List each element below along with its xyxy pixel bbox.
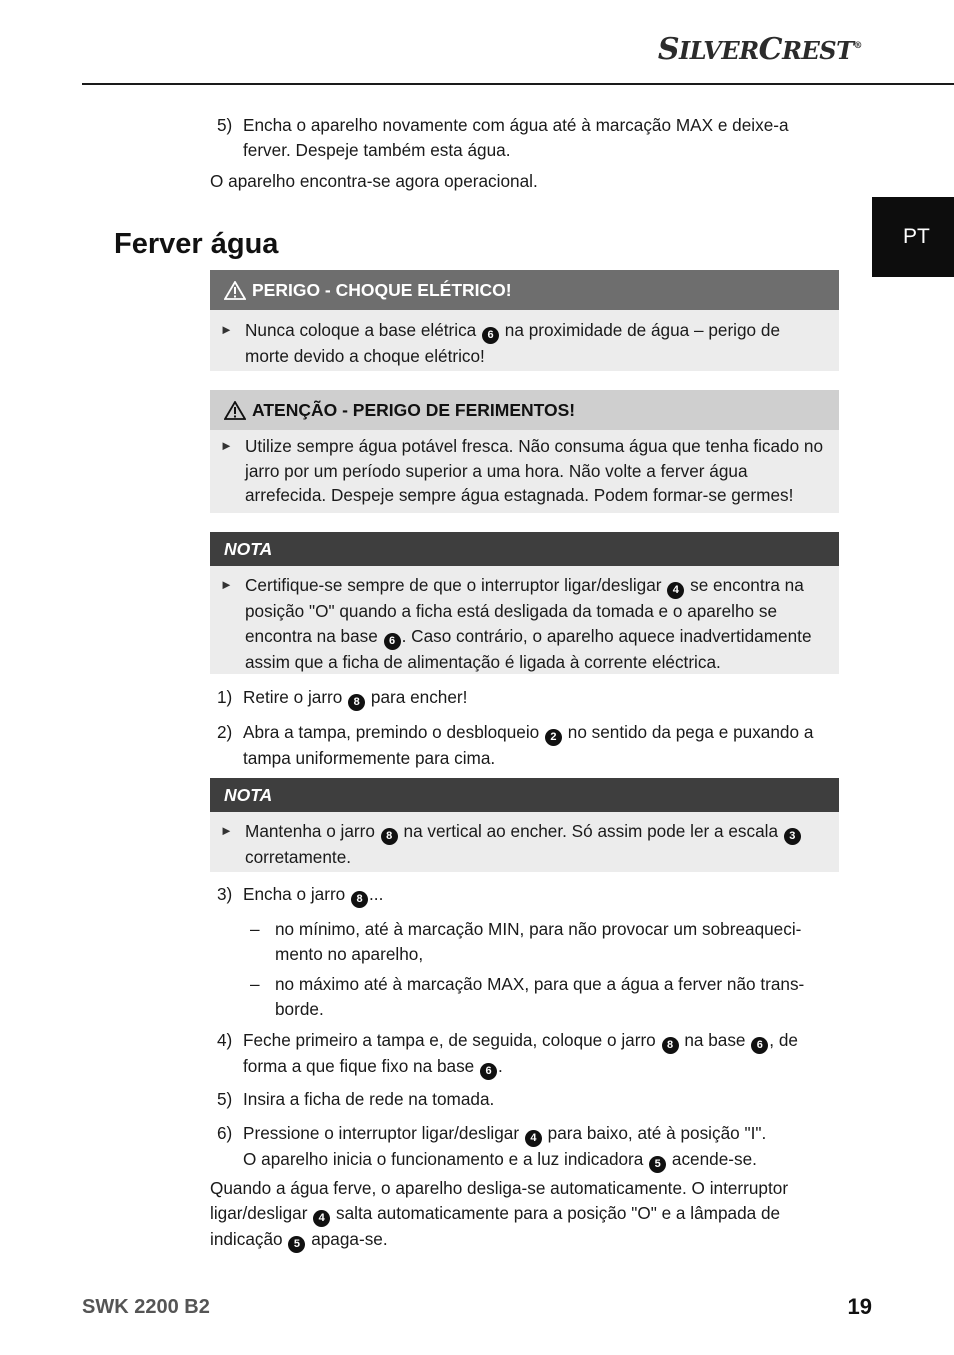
ref-badge: 6	[482, 327, 499, 344]
step-4: 4) Feche primeiro a tampa e, de seguida, coloque o jarro 8 na base 6 , de forma a que fique fixo na base 6 .	[217, 1028, 832, 1080]
ref-badge: 5	[649, 1156, 666, 1173]
closing-text: Quando a água ferve, o aparelho desliga-se automaticamente. O interruptor ligar/desligar 4 salta automaticamente para a posição "O" e a lâmpada de indicação 5 apaga-se.	[210, 1176, 830, 1253]
ref-badge: 8	[351, 891, 368, 908]
warning-body: ► Utilize sempre água potável fresca. Não consuma água que tenha ficado no jarro por um período superior a uma hora. Não volte a ferver água arrefecida. Despeje sempre água estagnada. Podem formar-se germes!	[220, 436, 824, 505]
note-body: ► Certifique-se sempre de que o interruptor ligar/desligar 4 se encontra na posição "O" quando a ficha está desligada da tomada e o aparelho se encontra na base 6 . Caso contrário, o aparelho aquece inadvertidamente assim que a ficha de alimentação é ligada à corrente eléctrica.	[220, 575, 812, 672]
step-2: 2) Abra a tampa, premindo o desbloqueio 2 no sentido da pega e puxando a tampa uniformemente para cima.	[217, 722, 814, 768]
warning-triangle-icon	[224, 401, 246, 420]
bullet-arrow-icon: ►	[220, 438, 233, 453]
danger-header: PERIGO - CHOQUE ELÉTRICO!	[210, 270, 839, 310]
danger-body: ► Nunca coloque a base elétrica 6 na proximidade de água – perigo de morte devido a choque elétrico!	[220, 320, 780, 366]
step-3: 3) Encha o jarro 8 ...	[217, 882, 832, 908]
ref-badge: 6	[751, 1037, 768, 1054]
bullet-arrow-icon: ►	[220, 577, 233, 592]
ref-badge: 6	[384, 633, 401, 650]
danger-box	[210, 270, 839, 371]
dash-item: – no máximo até à marcação MAX, para que a água a ferver não trans-borde.	[250, 974, 805, 1019]
note-box-2	[210, 778, 839, 872]
header-rule	[82, 83, 954, 85]
step-6: 6) Pressione o interruptor ligar/desligar 4 para baixo, até à posição "I". O aparelho inicia o funcionamento e a luz indicadora 5 acende-se.	[217, 1121, 832, 1173]
ref-badge: 8	[348, 694, 365, 711]
step-1: 1) Retire o jarro 8 para encher!	[217, 685, 832, 711]
brand-logo: SILVERCREST®	[657, 32, 862, 67]
footer-model: SWK 2200 B2	[82, 1296, 210, 1318]
ref-badge: 4	[313, 1210, 330, 1227]
warning-triangle-icon	[224, 281, 246, 300]
ref-badge: 8	[381, 828, 398, 845]
page-number: 19	[847, 1294, 872, 1319]
ref-badge: 6	[480, 1063, 497, 1080]
note-header: NOTA	[210, 778, 839, 812]
warning-box	[210, 390, 839, 513]
intro-step-5: 5) Encha o aparelho novamente com água até à marcação MAX e deixe-a ferver. Despeje também esta água.	[217, 115, 789, 160]
section-title: Ferver água	[114, 228, 279, 260]
bullet-arrow-icon: ►	[220, 322, 233, 337]
ref-badge: 8	[662, 1037, 679, 1054]
ref-badge: 4	[525, 1130, 542, 1147]
note-body: ► Mantenha o jarro 8 na vertical ao encher. Só assim pode ler a escala 3 corretamente.	[210, 812, 839, 878]
ref-badge: 4	[667, 582, 684, 599]
ref-badge: 2	[545, 729, 562, 746]
step-5: 5) Insira a ficha de rede na tomada.	[217, 1089, 495, 1109]
note-box-1	[210, 532, 839, 674]
ref-badge: 3	[784, 828, 801, 845]
language-tab: PT	[872, 197, 954, 277]
ref-badge: 5	[288, 1236, 305, 1253]
warning-header: ATENÇÃO - PERIGO DE FERIMENTOS!	[210, 390, 839, 430]
ready-text: O aparelho encontra-se agora operacional.	[210, 171, 538, 191]
dash-item: – no mínimo, até à marcação MIN, para não provocar um sobreaqueci-mento no aparelho,	[250, 919, 802, 964]
bullet-arrow-icon: ►	[220, 823, 233, 838]
note-header: NOTA	[210, 532, 839, 566]
